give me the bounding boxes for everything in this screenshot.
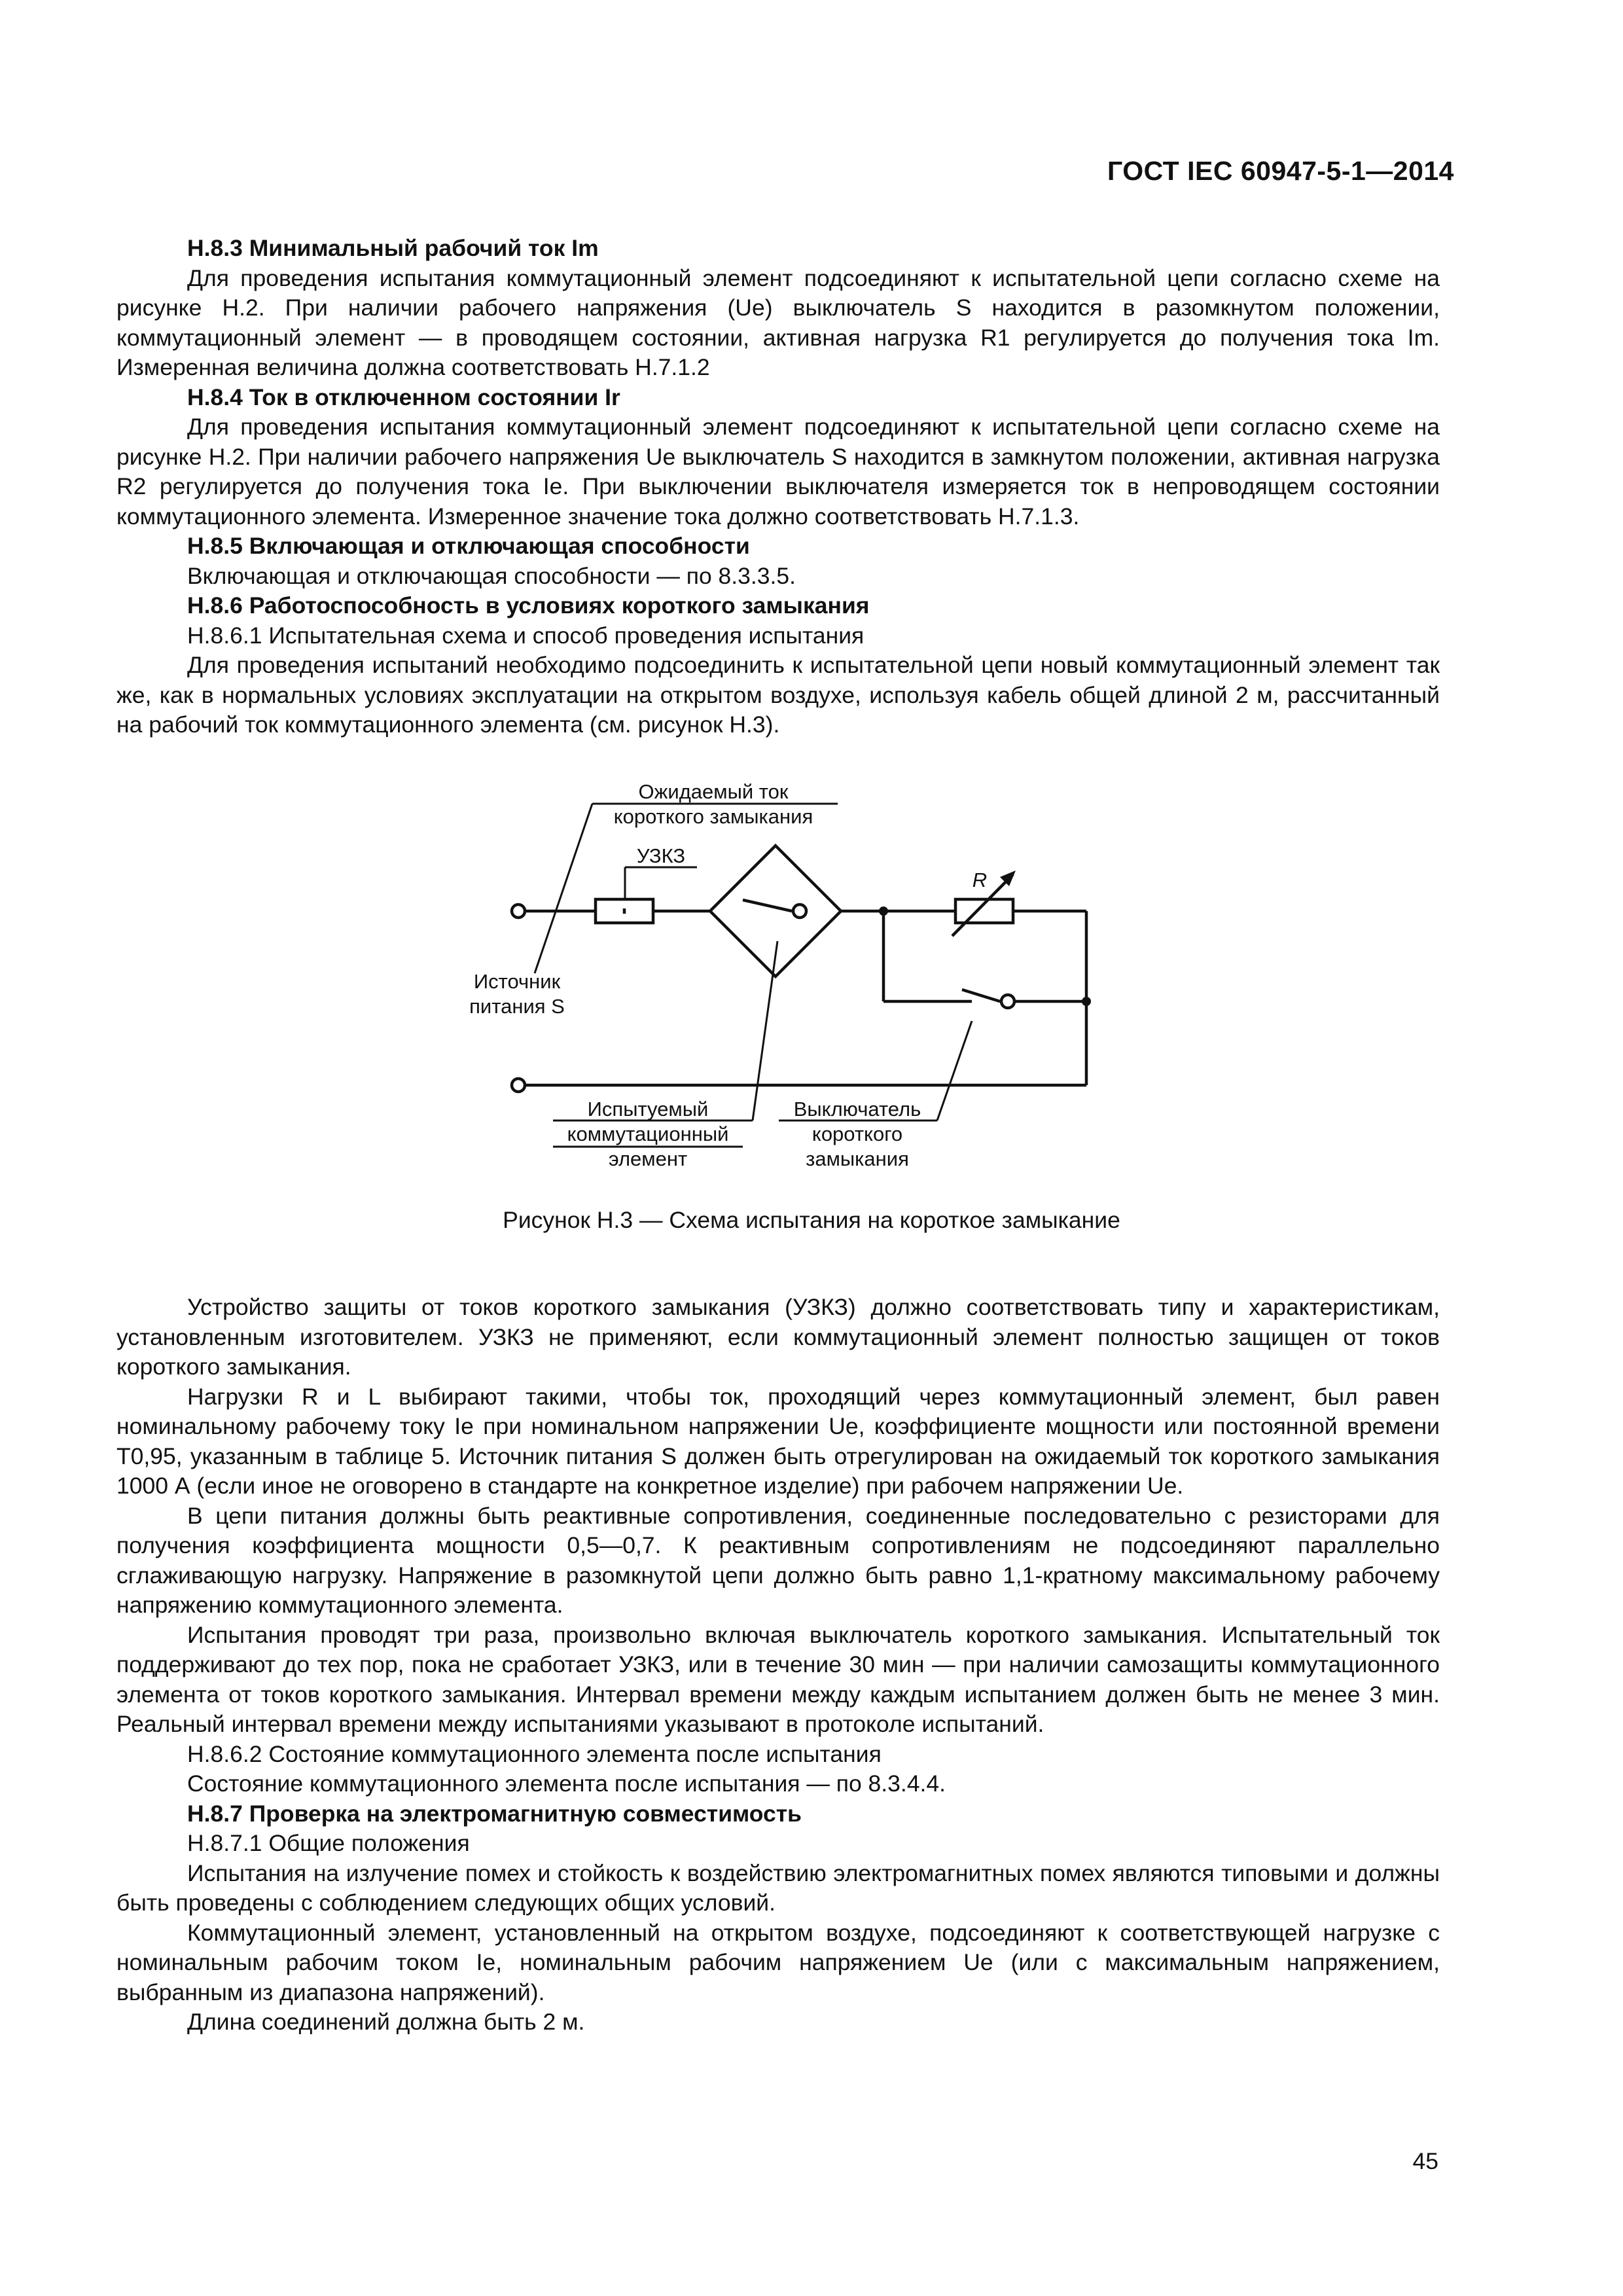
paragraph: Включающая и отключающая способности — по 8.3.3.5. [187, 562, 796, 589]
label-source-2: питания S [469, 995, 565, 1018]
label-uzkz: УЗКЗ [636, 844, 686, 867]
label-switch-1: Выключатель [793, 1098, 921, 1121]
subsection-title: Н.8.6.2 Состояние коммутационного элемента после испытания [187, 1740, 882, 1767]
standard-header: ГОСТ IEC 60947-5-1—2014 [1107, 156, 1454, 186]
section-heading-h84: Н.8.4 Ток в отключенном состоянии Ir [187, 384, 620, 410]
paragraph: Для проведения испытаний необходимо подсоединить к испытательной цепи новый коммутационный элемент так же, как в нормальных условиях эксплуатации на открытом воздухе, используя кабель общей длиной 2 м, рассчитанный на рабочий ток коммутационного элемента (см. рисунок Н.3). [116, 652, 1440, 738]
paragraph: Состояние коммутационного элемента после испытания — по 8.3.4.4. [187, 1770, 946, 1797]
switch-contact [793, 905, 806, 918]
switch-blade-sc [962, 990, 1000, 1001]
paragraph: Устройство защиты от токов короткого замыкания (УЗКЗ) должно соответствовать типу и характеристикам, установленным изготовителем. УЗКЗ не применяют, если коммутационный элемент полностью защищен от токов короткого замыкания. [116, 1294, 1440, 1380]
paragraph: Испытания проводят три раза, произвольно включая выключатель короткого замыкания. Испытательный ток поддерживают до тех пор, пока не сработает УЗКЗ, или в течение 30 мин — при наличии самозащиты коммутационного элемента от токов короткого замыкания. Интервал времени между каждым испытанием должен быть не менее 3 мин. Реальный интервал времени между испытаниями указывают в протоколе испытаний. [116, 1621, 1440, 1737]
label-element-1: Испытуемый [587, 1098, 709, 1121]
label-switch-2: короткого [812, 1122, 903, 1145]
paragraph: Для проведения испытания коммутационный элемент подсоединяют к испытательной цепи согласно схеме на рисунке Н.2. При наличии рабочего напряжения (Ue) выключатель S находится в разомкнутом положении, коммутационный элемент — в проводящем состоянии, активная нагрузка R1 регулируется до получения тока Im. Измеренная величина должна соответствовать Н.7.1.2 [116, 264, 1440, 380]
paragraph: Коммутационный элемент, установленный на открытом воздухе, подсоединяют к соответствующей нагрузке с номинальным рабочим током Ie, номинальным рабочим напряжением Ue (или с максимальным напряжением, выбранным из диапазона напряжений). [116, 1919, 1440, 2005]
label-element-3: элемент [608, 1147, 688, 1170]
paragraph: Длина соединений должна быть 2 м. [187, 2009, 585, 2035]
label-source-1: Источник [473, 970, 561, 993]
paragraph: Нагрузки R и L выбирают такими, чтобы ток, проходящий через коммутационный элемент, был равен номинальному рабочему току Ie при номинальном напряжении Ue, коэффициенте мощности или постоянной времени T0,95, указанным в таблице 5. Источник питания S должен быть отрегулирован на ожидаемый ток короткого замыкания 1000 А (если иное не оговорено в стандарте на конкретное изделие) при рабочем напряжении Ue. [116, 1383, 1440, 1499]
bottom-text-block [116, 1293, 1440, 2037]
section-heading-h87: Н.8.7 Проверка на электромагнитную совместимость [187, 1800, 802, 1827]
terminal-top [512, 905, 525, 918]
section-heading-h85: Н.8.5 Включающая и отключающая способности [187, 533, 750, 559]
figure-caption: Рисунок Н.3 — Схема испытания на короткое замыкание [503, 1207, 1120, 1233]
section-heading-h86: Н.8.6 Работоспособность в условиях короткого замыкания [187, 592, 870, 619]
paragraph: В цепи питания должны быть реактивные сопротивления, соединенные последовательно с резисторами для получения коэффициента мощности 0,5—0,7. К реактивным сопротивлениям не подсоединяют параллельно сглаживающую нагрузку. Напряжение в разомкнутой цепи должно быть равно 1,1-кратному максимальному рабочему напряжению коммутационного элемента. [116, 1502, 1440, 1618]
page-number: 45 [1412, 2148, 1438, 2174]
junction-dot [1082, 997, 1091, 1006]
leader-line [937, 1021, 972, 1121]
paragraph: Для проведения испытания коммутационный элемент подсоединяют к испытательной цепи согласно схеме на рисунке Н.2. При наличии рабочего напряжения Ue выключатель S находится в замкнутом положении, активная нагрузка R2 регулируется до получения тока Ie. При выключении выключателя измеряется ток в непроводящем состоянии коммутационного элемента. Измеренное значение тока должно соответствовать Н.7.1.3. [116, 414, 1440, 529]
leader-line [535, 804, 592, 973]
circuit-diagram [0, 772, 1623, 1204]
label-switch-3: замыкания [806, 1147, 909, 1170]
subsection-title: Н.8.7.1 Общие положения [187, 1830, 470, 1856]
paragraph: Испытания на излучение помех и стойкость к воздействию электромагнитных помех являются типовыми и должны быть проведены с соблюдением следующих общих условий. [116, 1859, 1440, 1916]
label-element-2: коммутационный [567, 1122, 729, 1145]
top-text-block [116, 234, 1440, 740]
section-heading-h83: Н.8.3 Минимальный рабочий ток Im [187, 235, 599, 261]
subsection-title: Н.8.6.1 Испытательная схема и способ проведения испытания [187, 622, 865, 649]
terminal-bottom [512, 1079, 525, 1092]
label-expected-current-2: короткого замыкания [613, 805, 813, 828]
label-expected-current-1: Ожидаемый ток [638, 780, 789, 803]
switch-contact-sc [1001, 995, 1014, 1008]
switch-blade [743, 900, 792, 911]
label-r: R [972, 869, 988, 891]
